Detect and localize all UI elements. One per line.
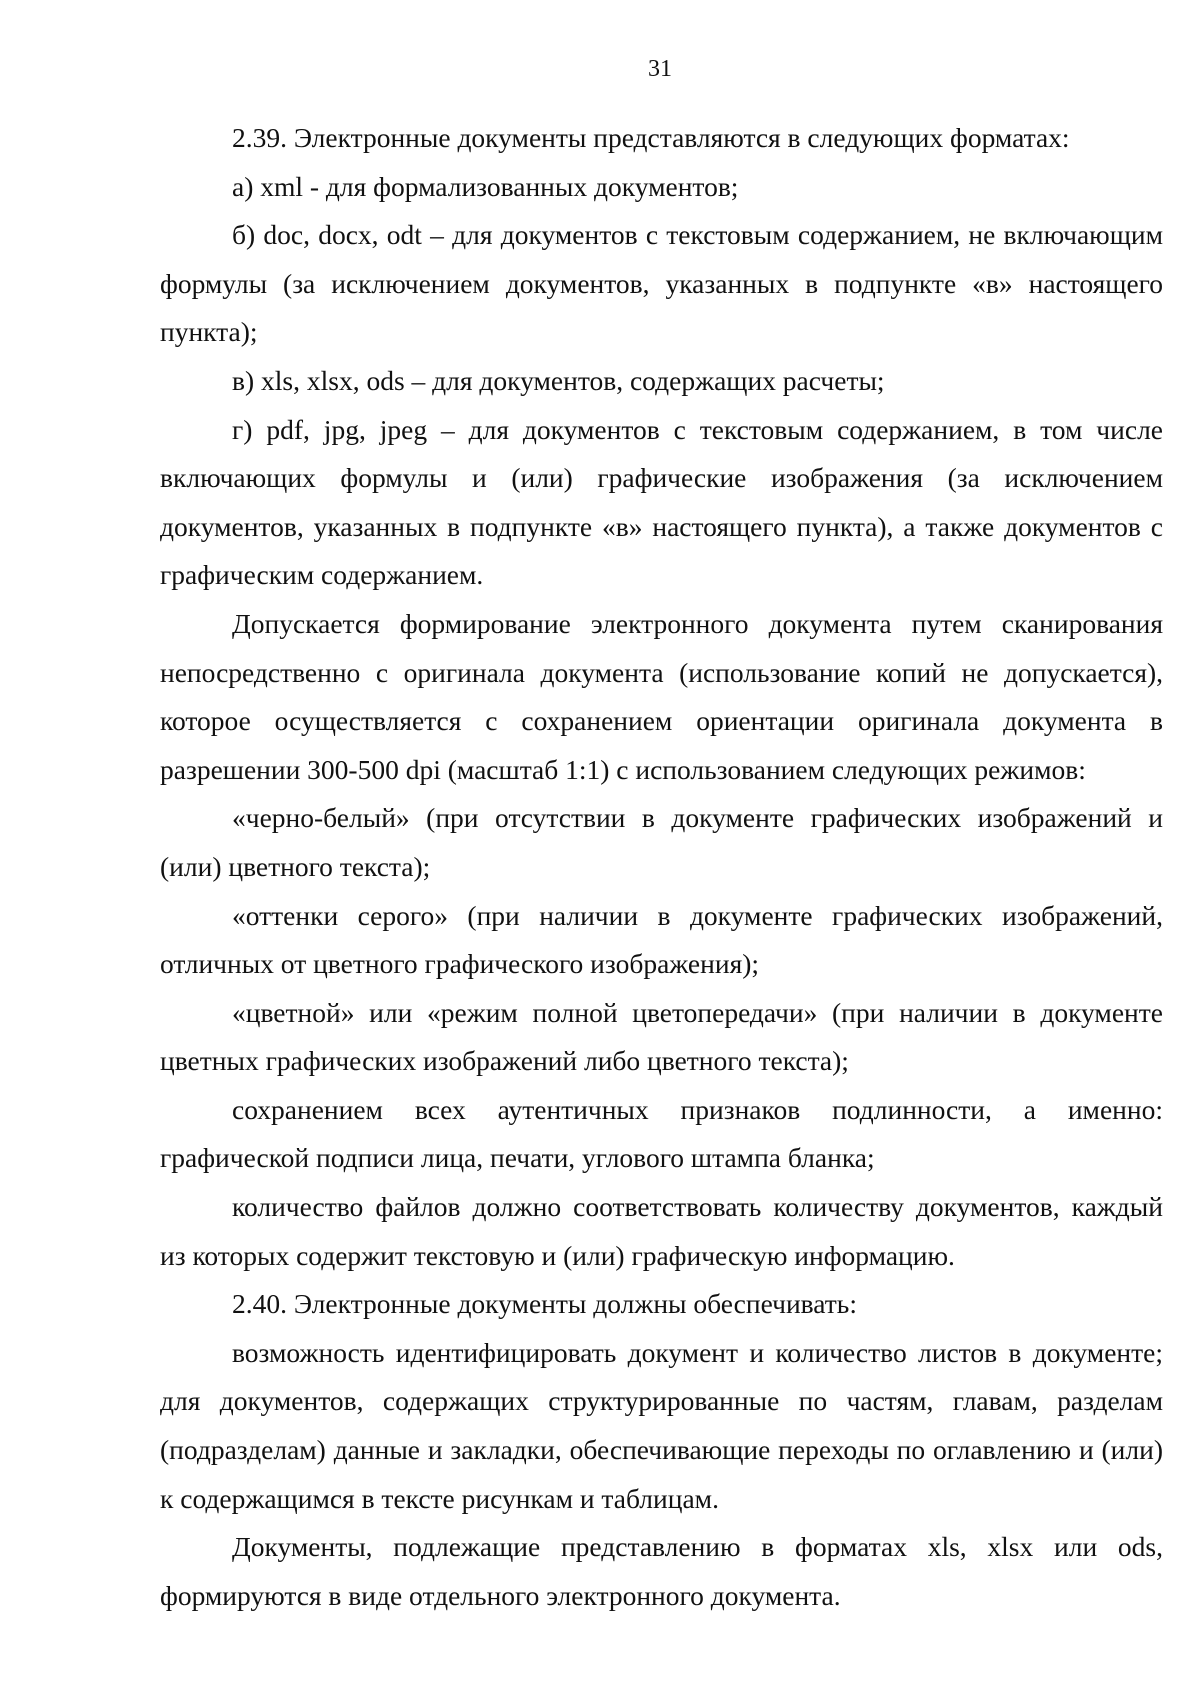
paragraph-format-v: в) xls, xlsx, ods – для документов, содержащих расчеты; xyxy=(232,364,885,396)
paragraph-format-g: г) pdf, jpg, jpeg – для документов с текстовым содержанием, в том числе включающих формулы и (или) графические изображения (за исключением документов, указанных в подпункте «в» настоящего пункта), а также документов с графическим содержанием. xyxy=(160,413,1163,591)
paragraph-mode-color: «цветной» или «режим полной цветопередачи» (при наличии в документе цветных графических изображений либо цветного текста); xyxy=(160,996,1163,1077)
paragraph-2-39-heading: 2.39. Электронные документы представляются в следующих форматах: xyxy=(232,122,1070,153)
paragraph-spreadsheets: Документы, подлежащие представлению в форматах xls, xlsx или ods, формируются в виде отдельного электронного документа. xyxy=(160,1531,1163,1611)
paragraph-2-40-heading: 2.40. Электронные документы должны обеспечивать: xyxy=(232,1288,857,1320)
paragraph-format-a: а) xml - для формализованных документов; xyxy=(232,170,739,202)
paragraph-scanning: Допускается формирование электронного документа путем сканирования непосредственно с оригинала документа (использование копий не допускается), которое осуществляется с сохранением ориентации оригинала документа в разрешении 300-500 dpi (масштаб 1:1) с использованием следующих режимов: xyxy=(160,607,1163,785)
paragraph-mode-bw: «черно-белый» (при отсутствии в документе графических изображений и (или) цветного текста); xyxy=(160,802,1163,882)
paragraph-identification: возможность идентифицировать документ и количество листов в документе; для документов, содержащих структурированные по частям, главам, разделам (подразделам) данные и закладки, обеспечивающие переходы по оглавлению и (или) к содержащимся в тексте рисункам и таблицам. xyxy=(160,1336,1163,1514)
document-body xyxy=(160,114,1163,1620)
paragraph-mode-gray: «оттенки серого» (при наличии в документе графических изображений, отличных от цветного графического изображения); xyxy=(160,899,1163,980)
paragraph-format-b: б) doc, docx, odt – для документов с текстовым содержанием, не включающим формулы (за исключением документов, указанных в подпункте «в» настоящего пункта); xyxy=(160,219,1163,348)
page-number: 31 xyxy=(648,56,672,82)
paragraph-file-count: количество файлов должно соответствовать количеству документов, каждый из которых содержит текстовую и (или) графическую информацию. xyxy=(160,1191,1163,1271)
paragraph-authenticity: сохранением всех аутентичных признаков подлинности, а именно: графической подписи лица, печати, углового штампа бланка; xyxy=(160,1093,1163,1174)
